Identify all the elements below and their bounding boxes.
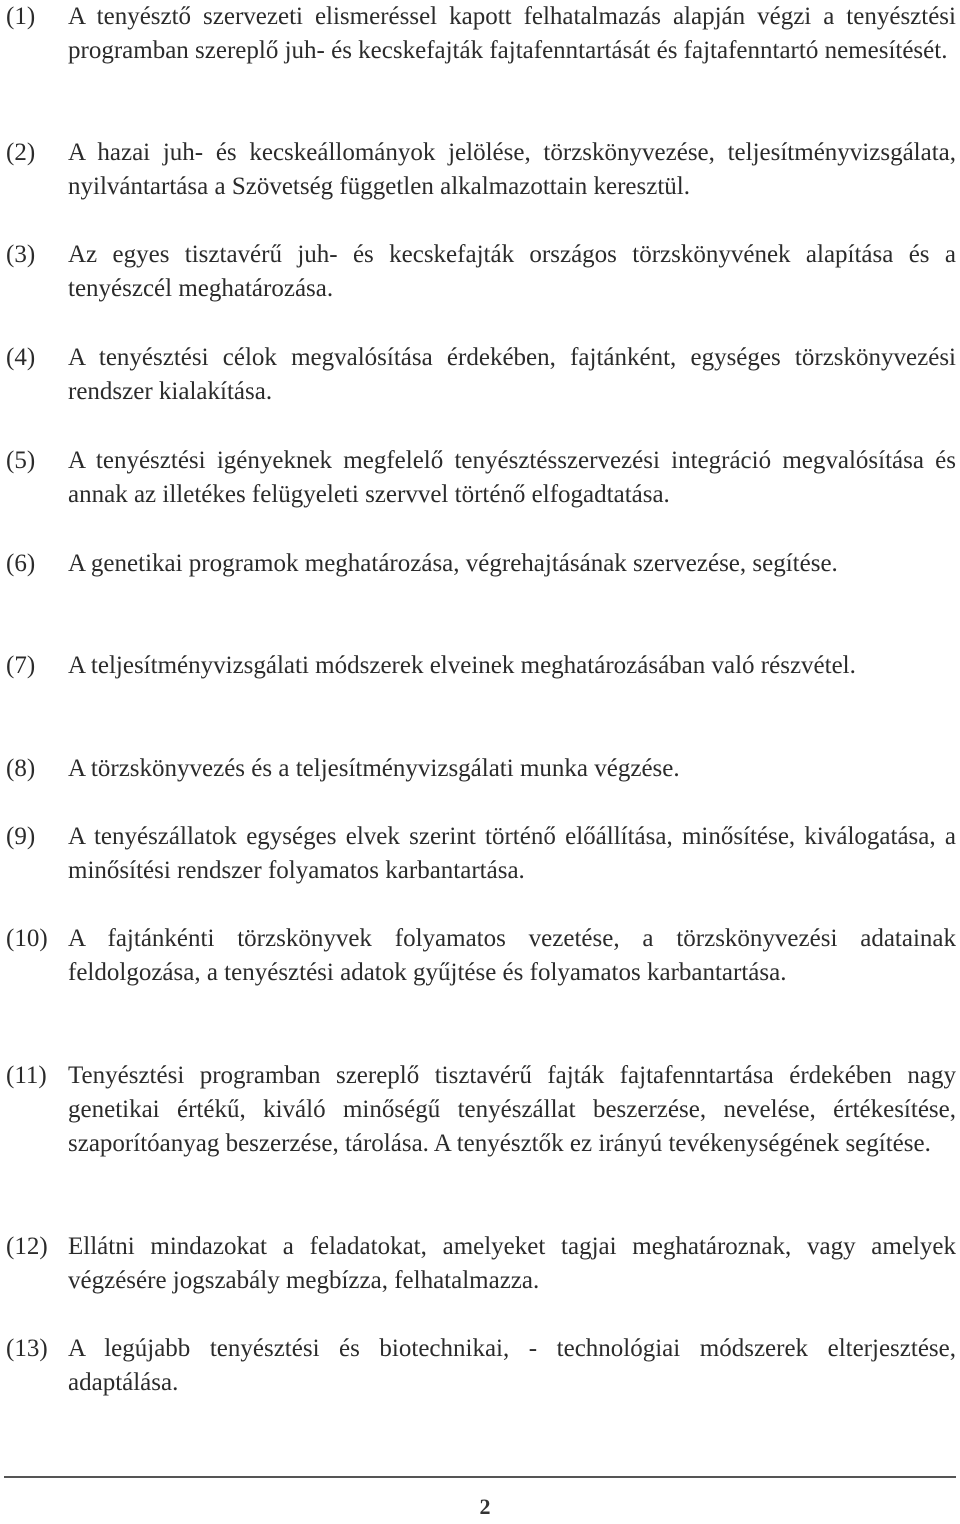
item-number: (1) — [6, 3, 36, 30]
item-text: Az egyes tisztavérű juh- és kecskefajták országos törzskönyvének alapítása és a tenyészcél meghatározása. — [68, 241, 956, 302]
item-text: Ellátni mindazokat a feladatokat, amelyeket tagjai meghatároznak, vagy amelyek végzésére jogszabály megbízza, felhatalmazza. — [68, 1233, 956, 1294]
footer-divider — [4, 1476, 956, 1478]
item-text: A tenyészállatok egységes elvek szerint történő előállítása, minősítése, kiválogatása, a minősítési rendszer folyamatos karbantartása. — [68, 823, 956, 884]
item-text: A törzskönyvezés és a teljesítményvizsgálati munka végzése. — [68, 755, 680, 782]
item-text: Tenyésztési programban szereplő tisztavérű fajták fajtafenntartása érdekében nagy genetikai értékű, kiváló minőségű tenyészállat beszerzése, nevelése, értékesítése, szaporítóanyag beszerzése, tárolása. A tenyésztők ez irányú tevékenységének segítése. — [68, 1062, 956, 1157]
list-item — [6, 0, 956, 68]
item-text: A tenyésztési igényeknek megfelelő tenyésztésszervezési integráció megvalósítása és annak az illetékes felügyeleti szervvel történő elfogadtatása. — [68, 447, 956, 508]
item-number: (7) — [6, 652, 36, 679]
item-number: (2) — [6, 139, 36, 166]
item-text: A fajtánkénti törzskönyvek folyamatos vezetése, a törzskönyvezési adatainak feldolgozása, a tenyésztési adatok gyűjtése és folyamatos karbantartása. — [68, 925, 956, 986]
item-text: A tenyésztési célok megvalósítása érdekében, fajtánként, egységes törzskönyvezési rendszer kialakítása. — [68, 344, 956, 405]
item-number: (12) — [6, 1233, 48, 1260]
page-number: 2 — [479, 1494, 491, 1519]
item-number: (13) — [6, 1335, 48, 1362]
list-item — [6, 1230, 956, 1298]
item-number: (5) — [6, 447, 36, 474]
item-number: (10) — [6, 925, 48, 952]
item-number: (6) — [6, 550, 36, 577]
list-item — [6, 1059, 956, 1161]
item-text: A hazai juh- és kecskeállományok jelölése, törzskönyvezése, teljesítményvizsgálata, nyilvántartása a Szövetség független alkalmazottain keresztül. — [68, 139, 956, 200]
item-number: (3) — [6, 241, 36, 268]
list-item — [6, 444, 956, 512]
list-item — [6, 1332, 956, 1400]
item-text: A genetikai programok meghatározása, végrehajtásának szervezése, segítése. — [68, 550, 838, 577]
list-item — [6, 752, 956, 786]
list-item — [6, 547, 956, 581]
list-item — [6, 341, 956, 409]
item-text: A teljesítményvizsgálati módszerek elveinek meghatározásában való részvétel. — [68, 652, 856, 679]
item-number: (11) — [6, 1062, 47, 1089]
item-number: (8) — [6, 755, 36, 782]
item-text: A legújabb tenyésztési és biotechnikai, - technológiai módszerek elterjesztése, adaptálása. — [68, 1335, 956, 1396]
list-item — [6, 238, 956, 306]
list-item — [6, 820, 956, 888]
list-item — [6, 922, 956, 990]
list-item — [6, 649, 956, 683]
item-text: A tenyésztő szervezeti elismeréssel kapott felhatalmazás alapján végzi a tenyésztési programban szereplő juh- és kecskefajták fajtafenntartását és fajtafenntartó nemesítését. — [68, 3, 956, 64]
item-number: (9) — [6, 823, 36, 850]
item-number: (4) — [6, 344, 36, 371]
list-item — [6, 136, 956, 204]
